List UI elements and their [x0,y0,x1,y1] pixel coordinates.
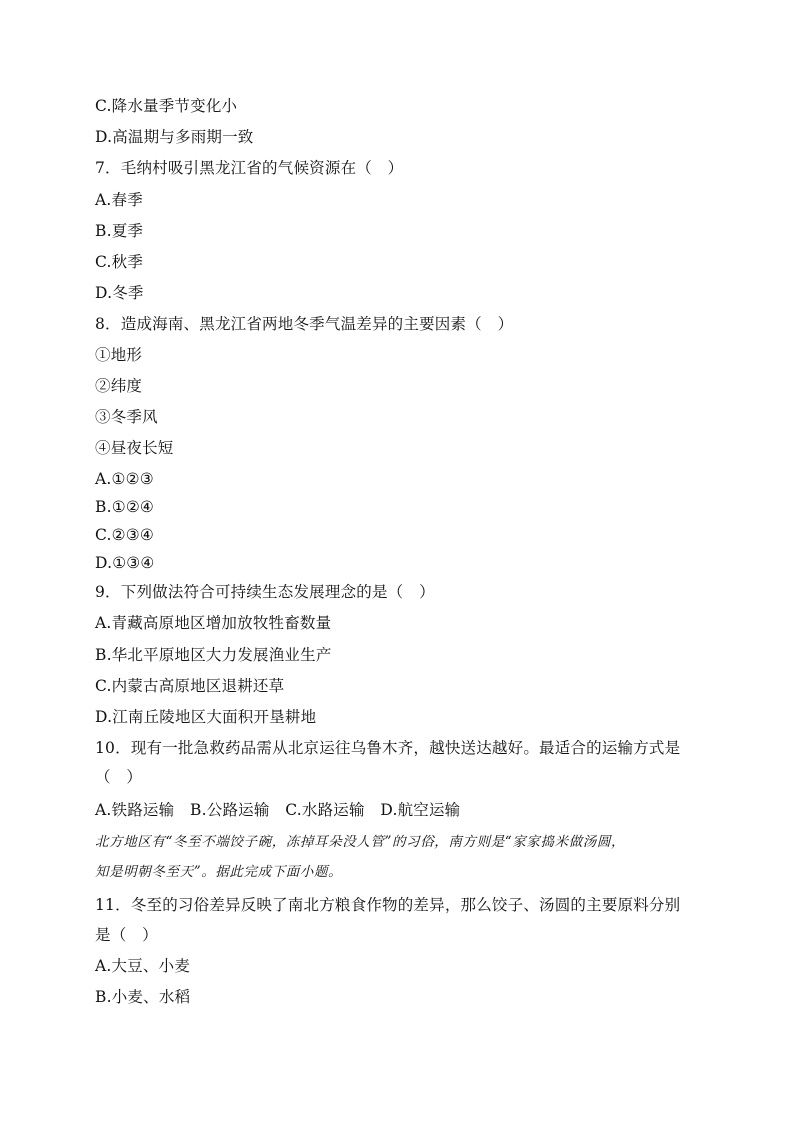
q6-option-d: D.高温期与多雨期一致 [95,128,254,146]
q8-factor-2: ②纬度 [95,377,143,395]
q8-option-b: B.①②④ [95,498,155,516]
question-10-blank: （ ） [95,768,143,786]
q9-option-b: B.华北平原地区大力发展渔业生产 [95,646,332,664]
question-11-continued: 是（ ） [95,926,158,944]
q8-option-d: D.①③④ [95,554,155,572]
q8-option-a: A.①②③ [95,470,154,488]
question-10: 10．现有一批急救药品需从北京运往乌鲁木齐，越快送达越好。最适合的运输方式是 [95,739,681,757]
q7-option-a: A.春季 [95,191,143,209]
q9-option-d: D.江南丘陵地区大面积开垦耕地 [95,708,317,726]
q9-option-c: C.内蒙古高原地区退耕还草 [95,677,285,695]
q7-option-b: B.夏季 [95,222,144,240]
q7-option-d: D.冬季 [95,284,144,302]
question-8: 8．造成海南、黑龙江省两地冬季气温差异的主要因素（ ） [95,315,514,333]
reading-passage-line-2: 知是明朝冬至天”。据此完成下面小题。 [95,864,343,880]
q11-option-b: B.小麦、水稻 [95,988,191,1006]
question-11: 11．冬至的习俗差异反映了南北方粮食作物的差异，那么饺子、汤圆的主要原料分别 [95,896,681,914]
q6-option-c: C.降水量季节变化小 [95,97,238,115]
q9-option-a: A.青藏高原地区增加放牧牲畜数量 [95,614,332,632]
q8-factor-3: ③冬季风 [95,408,158,426]
q7-option-c: C.秋季 [95,253,144,271]
q8-factor-1: ①地形 [95,346,143,364]
q11-option-a: A.大豆、小麦 [95,957,191,975]
question-9: 9．下列做法符合可持续生态发展理念的是（ ） [95,583,435,601]
q8-option-c: C.②③④ [95,526,154,544]
reading-passage-line-1: 北方地区有“冬至不端饺子碗，冻掉耳朵没人管”的习俗，南方则是“家家捣米做汤圆， [95,834,626,850]
question-7: 7．毛纳村吸引黑龙江省的气候资源在（ ） [95,159,404,177]
q8-factor-4: ④昼夜长短 [95,439,174,457]
q10-options: A.铁路运输 B.公路运输 C.水路运输 D.航空运输 [95,801,461,819]
